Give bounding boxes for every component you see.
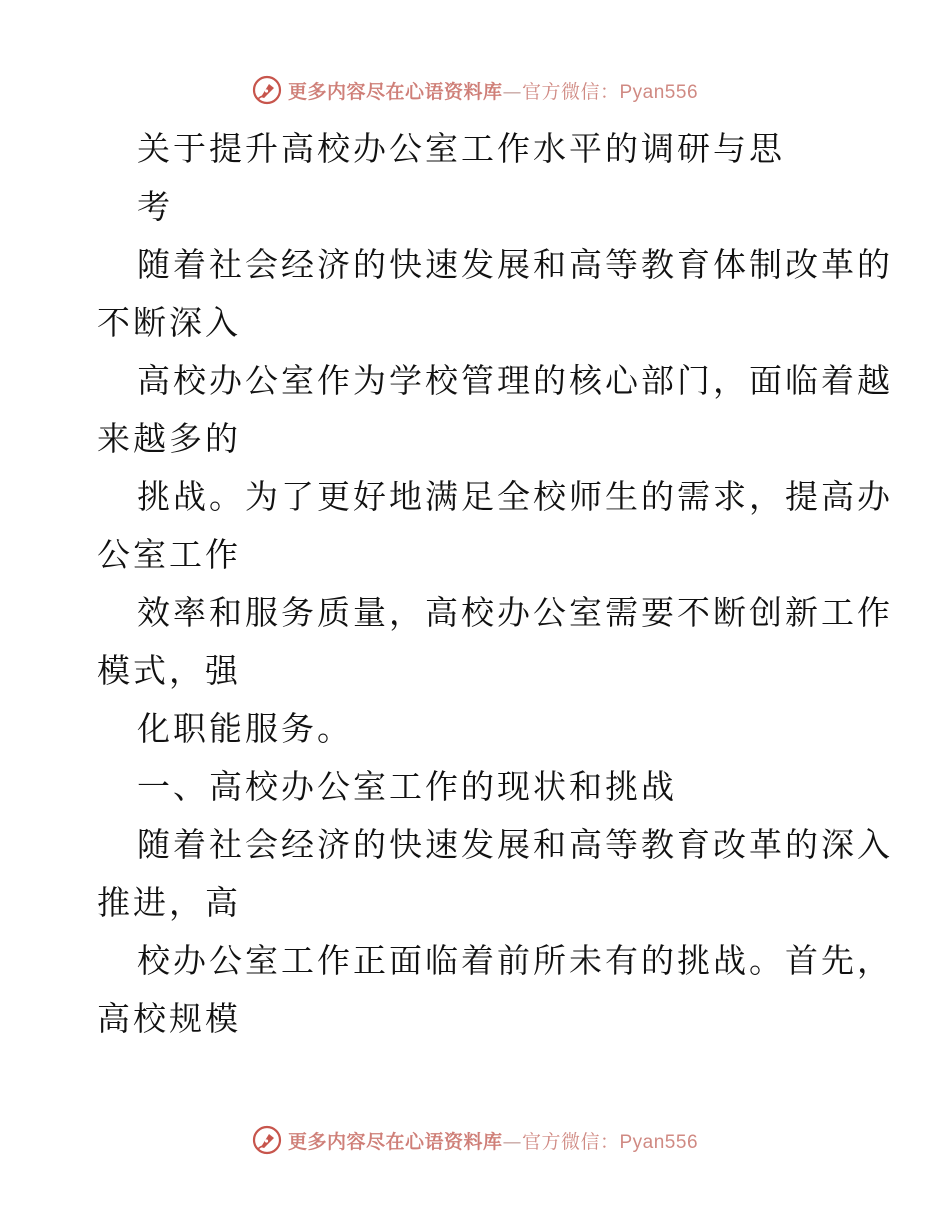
banner-main-text: 更多内容尽在心语资料库	[287, 80, 503, 103]
document-line: 一、高校办公室工作的现状和挑战	[137, 767, 677, 806]
banner-wechat-id: Pyan556	[619, 1131, 699, 1153]
document-line: 高校规模	[97, 999, 241, 1038]
document-line: 高校办公室作为学校管理的核心部门，面临着越	[137, 361, 893, 400]
banner-separator: —	[502, 1130, 522, 1153]
banner-wechat-id: Pyan556	[619, 81, 699, 103]
pen-nib-circle-icon	[252, 1125, 282, 1155]
header-banner	[0, 70, 950, 110]
document-line: 效率和服务质量，高校办公室需要不断创新工作	[137, 593, 893, 632]
document-line: 校办公室工作正面临着前所未有的挑战。首先，	[137, 941, 893, 980]
document-line: 随着社会经济的快速发展和高等教育体制改革的	[137, 245, 893, 284]
footer-banner	[0, 1120, 950, 1160]
document-line: 公室工作	[97, 535, 241, 574]
banner-main-text: 更多内容尽在心语资料库	[287, 1130, 503, 1153]
document-line: 关于提升高校办公室工作水平的调研与思	[137, 129, 785, 168]
document-body	[97, 120, 893, 1048]
banner-official-label: 官方微信：	[521, 1130, 620, 1153]
banner-official-label: 官方微信：	[521, 80, 620, 103]
document-line: 随着社会经济的快速发展和高等教育改革的深入	[137, 825, 893, 864]
document-line: 化职能服务。	[137, 709, 353, 748]
banner-text	[288, 1127, 698, 1154]
document-line: 不断深入	[97, 303, 241, 342]
document-line: 来越多的	[97, 419, 241, 458]
document-line: 挑战。为了更好地满足全校师生的需求，提高办	[137, 477, 893, 516]
document-line: 考	[137, 187, 173, 226]
document-line: 推进，高	[97, 883, 241, 922]
document-line: 模式，强	[97, 651, 241, 690]
pen-nib-circle-icon	[252, 75, 282, 105]
banner-text	[288, 77, 698, 104]
banner-separator: —	[502, 80, 522, 103]
